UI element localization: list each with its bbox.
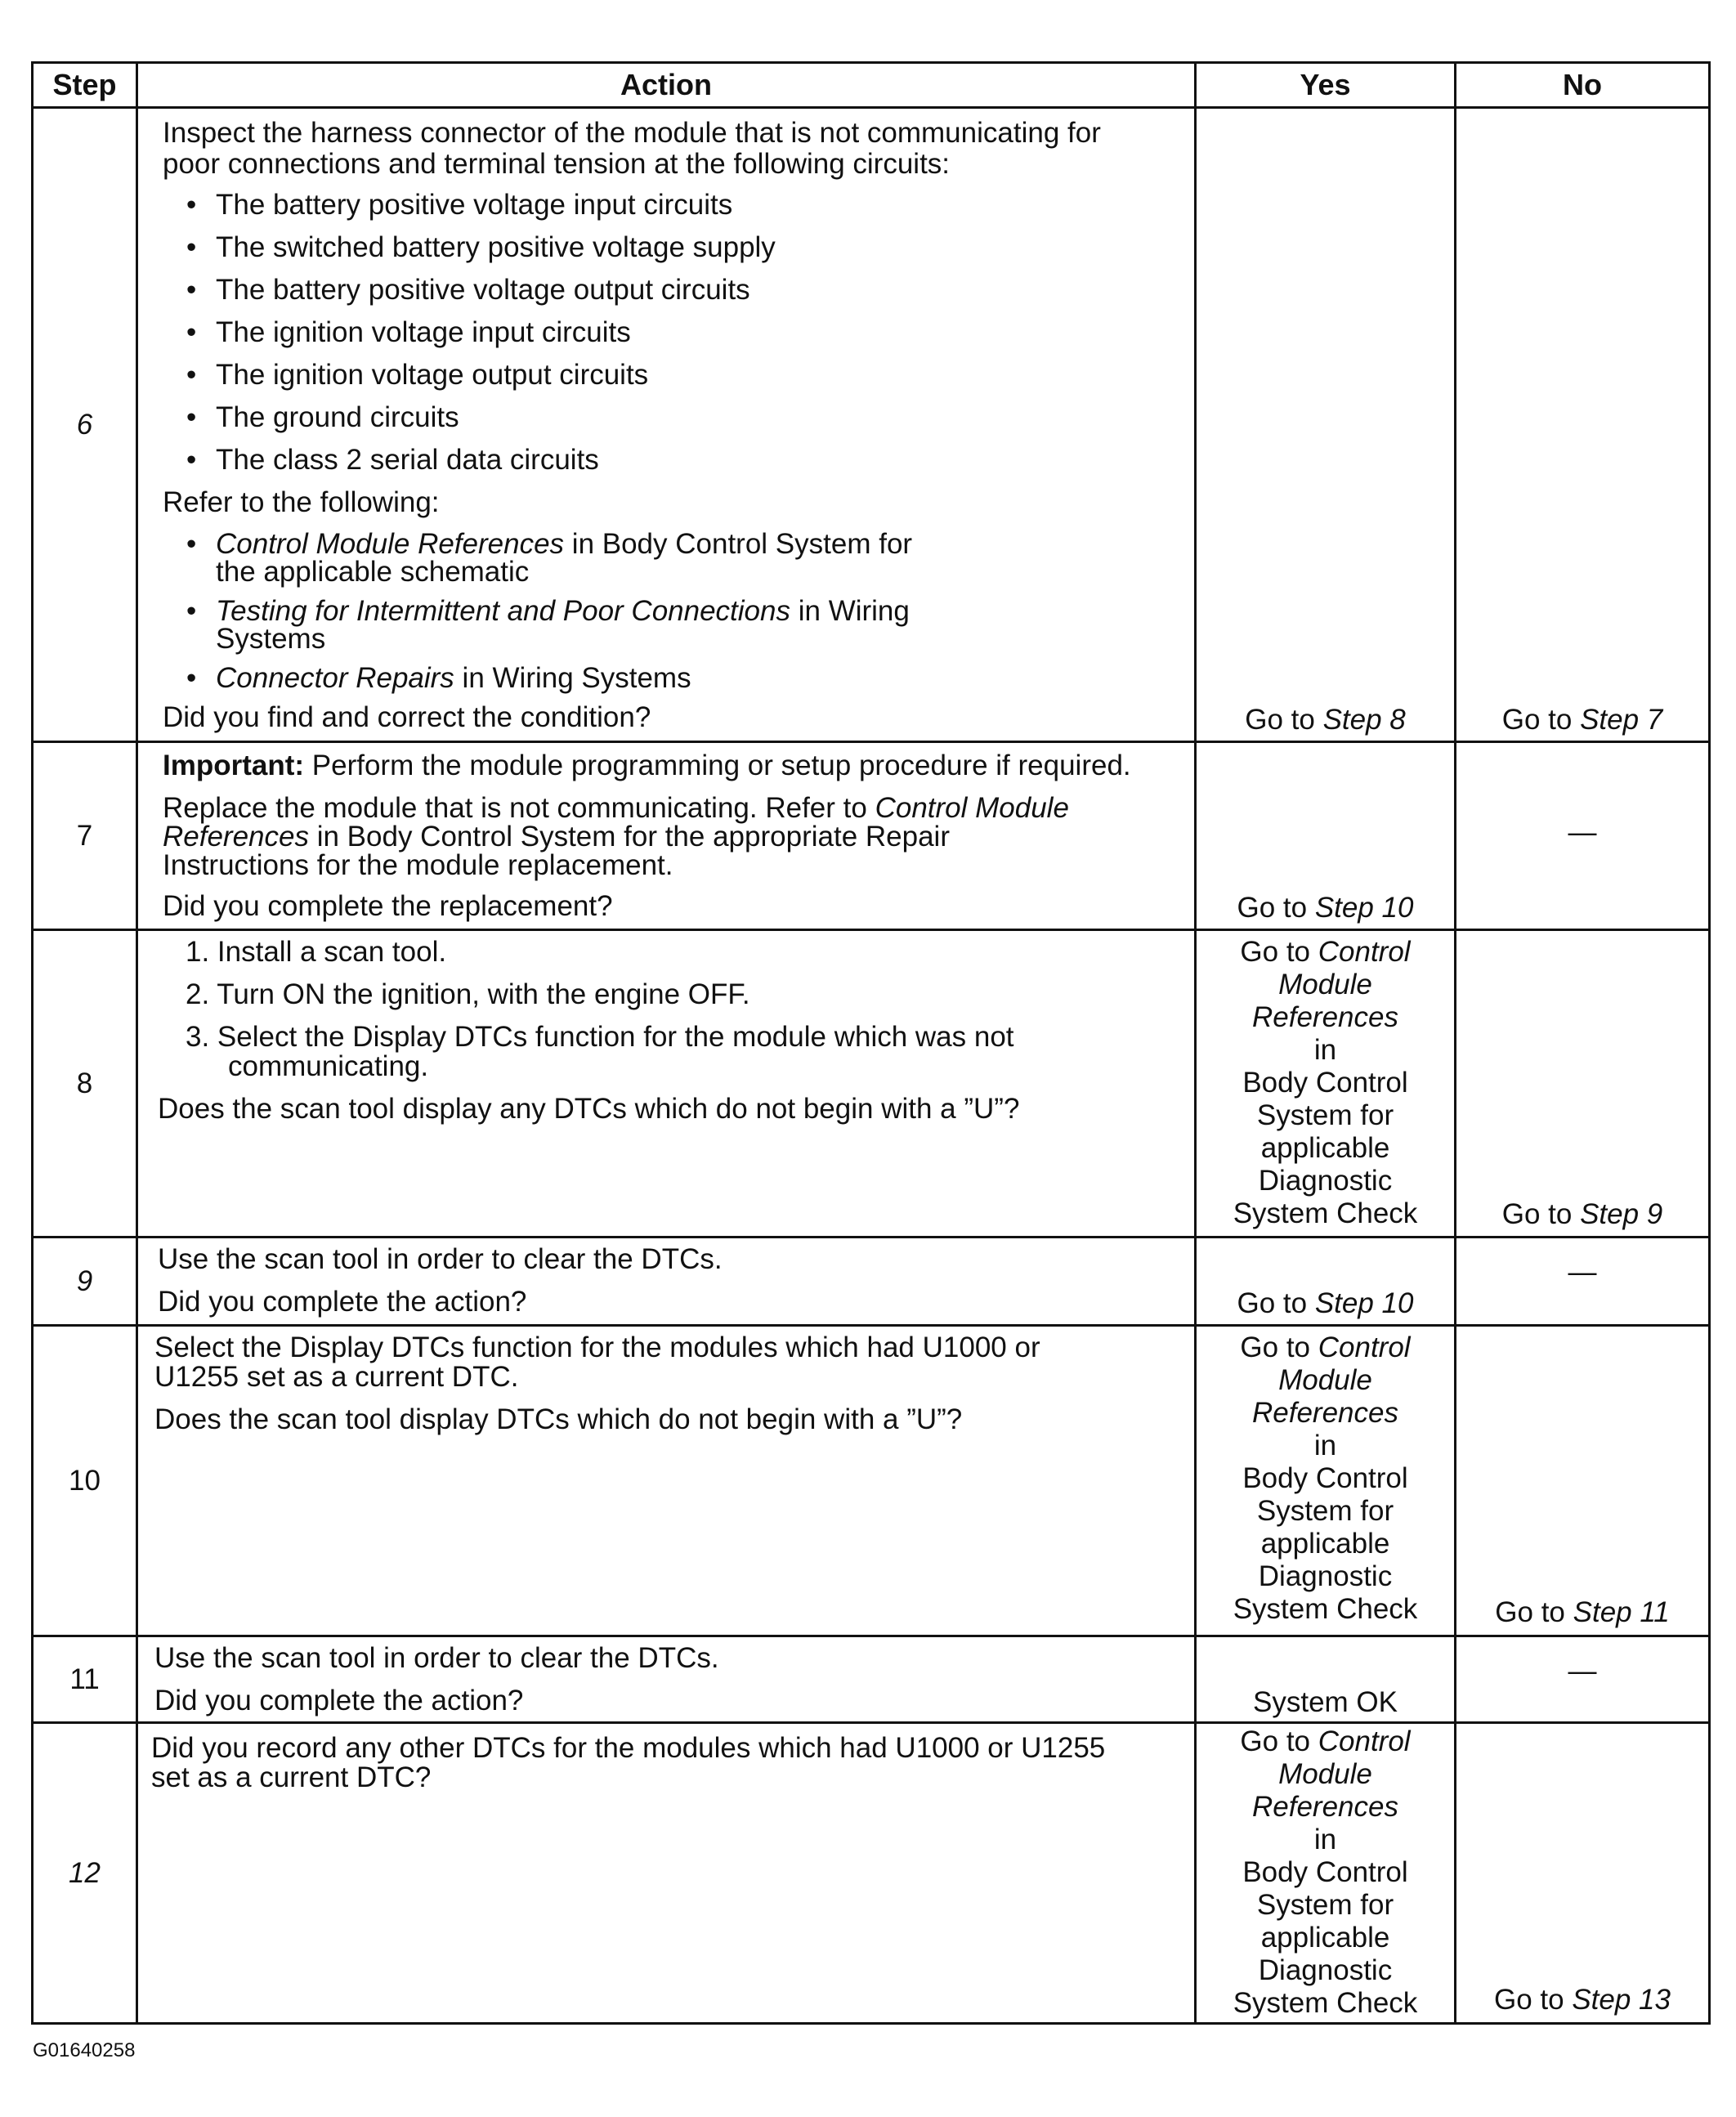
no-result: —: [1568, 817, 1597, 848]
action-text: Use the scan tool in order to clear the DTCs.: [154, 1642, 719, 1674]
no-cell: [1456, 1326, 1710, 1636]
bullet-item: • The ground circuits: [216, 401, 459, 434]
figure-code: G01640258: [33, 2039, 136, 2061]
no-result: —: [1568, 1655, 1597, 1687]
step-number: 10: [33, 1326, 137, 1636]
yes-cell: [1196, 930, 1456, 1238]
bullet-item: • The battery positive voltage output circuits: [216, 274, 750, 307]
yes-result: Go to Step 10: [1237, 1287, 1414, 1319]
no-result: Go to Step 9: [1501, 1198, 1663, 1230]
action-text: Replace the module that is not communicating. Refer to Control Module: [163, 792, 1069, 824]
list-item-continuation: communicating.: [228, 1050, 429, 1082]
no-cell: [1456, 1238, 1710, 1326]
header-yes: Yes: [1196, 63, 1456, 108]
action-cell: [137, 1326, 1196, 1636]
action-cell: [137, 1238, 1196, 1326]
reference-title: Control Module References: [216, 528, 565, 560]
list-item: 2. Turn ON the ignition, with the engine OFF.: [186, 978, 750, 1010]
reference-item: • Connector Repairs in Wiring Systems: [216, 662, 691, 695]
question-text: Does the scan tool display any DTCs which do not begin with a ”U”?: [158, 1093, 1020, 1125]
action-cell: [137, 742, 1196, 930]
action-text: Systems: [216, 623, 326, 655]
step-number: 6: [33, 108, 137, 742]
no-cell: [1456, 108, 1710, 742]
question-text: Did you complete the replacement?: [163, 890, 613, 922]
action-cell: [137, 108, 1196, 742]
header-row: [33, 63, 1710, 108]
action-text: U1255 set as a current DTC.: [154, 1361, 519, 1393]
header-step: Step: [33, 63, 137, 108]
no-cell: [1456, 1723, 1710, 2024]
yes-result: Go to Step 8: [1245, 704, 1406, 736]
action-text: References in Body Control System for the appropriate Repair: [163, 821, 950, 853]
bullet-item: • The switched battery positive voltage supply: [216, 231, 776, 264]
yes-cell: [1196, 742, 1456, 930]
reference-item: • Control Module References in Body Control System for: [216, 528, 912, 561]
bullet-item: • The battery positive voltage input circuits: [216, 189, 732, 222]
yes-cell: [1196, 1326, 1456, 1636]
header-no: No: [1456, 63, 1710, 108]
action-text: Refer to the following:: [163, 486, 440, 518]
question-text: Did you complete the action?: [158, 1286, 527, 1318]
action-cell: [137, 1636, 1196, 1723]
yes-cell: [1196, 1238, 1456, 1326]
yes-cell: [1196, 1723, 1456, 2024]
bullet-item: • The ignition voltage output circuits: [216, 359, 648, 392]
action-text: poor connections and terminal tension at the following circuits:: [163, 148, 951, 180]
yes-result: Go to Step 10: [1237, 892, 1414, 924]
bullet-item: • The ignition voltage input circuits: [216, 316, 631, 349]
question-text: Does the scan tool display DTCs which do not begin with a ”U”?: [154, 1403, 963, 1435]
action-text: Use the scan tool in order to clear the DTCs.: [158, 1243, 723, 1275]
step-number: 12: [33, 1723, 137, 2024]
no-cell: [1456, 930, 1710, 1238]
table-row-step-8: [33, 930, 1710, 1238]
table-row-step-10: [33, 1326, 1710, 1636]
diagnostic-table: [31, 61, 1711, 2025]
no-result: Go to Step 13: [1494, 1984, 1671, 2016]
reference-item: • Testing for Intermittent and Poor Connections in Wiring: [216, 595, 910, 628]
no-result: Go to Step 11: [1495, 1596, 1670, 1628]
bullet-item: • The class 2 serial data circuits: [216, 444, 599, 477]
no-result: Go to Step 7: [1501, 704, 1663, 736]
table-row-step-7: [33, 742, 1710, 930]
action-cell: [137, 930, 1196, 1238]
action-text: Select the Display DTCs function for the modules which had U1000 or: [154, 1332, 1040, 1363]
no-cell: [1456, 1636, 1710, 1723]
no-result: —: [1568, 1256, 1597, 1288]
yes-result: System OK: [1253, 1686, 1398, 1718]
action-cell: [137, 1723, 1196, 2024]
action-text: Instructions for the module replacement.: [163, 849, 673, 881]
reference-title: Testing for Intermittent and Poor Connections: [216, 595, 790, 627]
reference-title: Connector Repairs: [216, 662, 454, 694]
table-row-step-12: [33, 1723, 1710, 2024]
yes-result: Go to Control Module References in Body Control System for applicable Diagnostic System Check: [1233, 936, 1418, 1229]
important-note: Important: Perform the module programming or setup procedure if required.: [163, 750, 1131, 781]
table-row-step-9: [33, 1238, 1710, 1326]
question-text: set as a current DTC?: [151, 1761, 432, 1793]
step-number: 7: [33, 742, 137, 930]
table-row-step-11: [33, 1636, 1710, 1723]
question-text: Did you record any other DTCs for the modules which had U1000 or U1255: [151, 1732, 1106, 1764]
list-item: 1. Install a scan tool.: [186, 936, 447, 968]
step-number: 11: [33, 1636, 137, 1723]
header-action: Action: [137, 63, 1196, 108]
list-item: 3. Select the Display DTCs function for the module which was not: [186, 1021, 1014, 1053]
step-number: 9: [33, 1238, 137, 1326]
question-text: Did you complete the action?: [154, 1685, 524, 1716]
yes-result: Go to Control Module References in Body Control System for applicable Diagnostic System Check: [1233, 1725, 1418, 2019]
question-text: Did you find and correct the condition?: [163, 701, 651, 733]
yes-cell: [1196, 108, 1456, 742]
step-number: 8: [33, 930, 137, 1238]
action-text: the applicable schematic: [216, 556, 530, 588]
action-text: Inspect the harness connector of the module that is not communicating for: [163, 117, 1101, 149]
no-cell: [1456, 742, 1710, 930]
yes-cell: [1196, 1636, 1456, 1723]
table-row-step-6: [33, 108, 1710, 742]
yes-result: Go to Control Module References in Body Control System for applicable Diagnostic System Check: [1233, 1332, 1418, 1625]
